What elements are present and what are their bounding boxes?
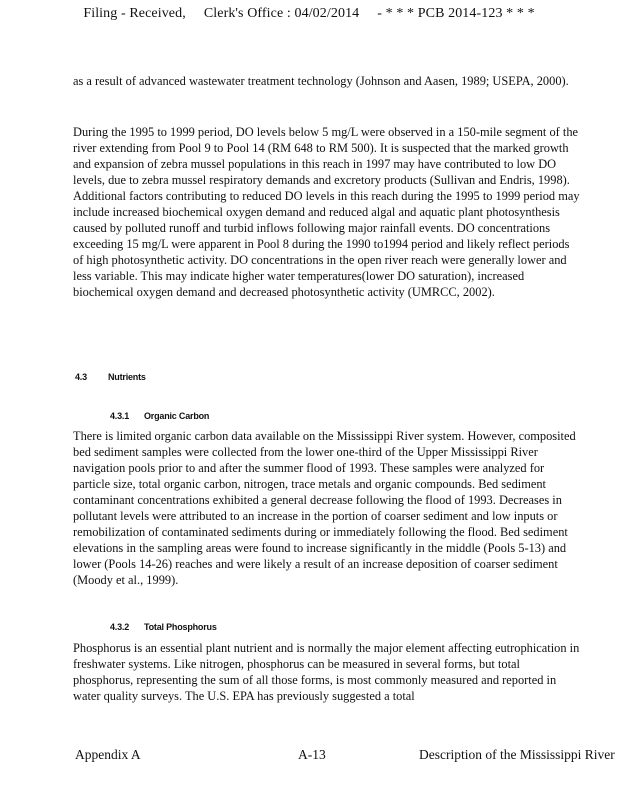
section-4-3-2-title: Total Phosphorus: [144, 622, 217, 632]
section-4-3-number: 4.3: [75, 372, 87, 382]
section-4-3-2-number: 4.3.2: [110, 622, 130, 632]
paragraph-wastewater: as a result of advanced wastewater treatment technology (Johnson and Aasen, 1989; USEPA, 2000).: [73, 74, 569, 88]
paragraph-organic-carbon: There is limited organic carbon data available on the Mississippi River system. However, composited bed sediment samples were collected from the lower one-third of the Upper Mississippi River navigation pools prior to and after the summer flood of 1993. These samples were analyzed for particle size, total organic carbon, nitrogen, trace metals and organic compounds. Bed sediment contaminant concentrations exhibited a general decrease following the flood of 1993. Decreases in pollutant levels were attributed to an increase in the portion of coarser sediment and low inputs or remobilization of contaminated sediments during or immediately following the flood. Bed sediment elevations in the sampling areas were found to increase significantly in the middle (Pools 5-13) and lower (Pools 14-26) reaches and were likely a result of an increase deposition of coarser sediment (Moody et al., 1999).: [73, 429, 576, 588]
section-4-3-1-number: 4.3.1: [110, 411, 130, 421]
footer-description: Description of the Mississippi River: [419, 747, 615, 762]
footer-appendix: Appendix A: [75, 747, 141, 762]
filing-header: [0, 6, 618, 22]
section-4-3-title: Nutrients: [108, 372, 146, 382]
paragraph-total-phosphorus: Phosphorus is an essential plant nutrient and is normally the major element affecting eutrophication in freshwater systems. Like nitrogen, phosphorus can be measured in several forms, but total phosphorus, representing the sum of all those forms, is most commonly measured and reported in water quality surveys. The U.S. EPA has previously suggested a total: [73, 641, 580, 704]
pcb-number: - * * * PCB 2014-123 * * *: [377, 6, 535, 21]
paragraph-do-levels: During the 1995 to 1999 period, DO levels below 5 mg/L were observed in a 150-mile segment of the river extending from Pool 9 to Pool 14 (RM 648 to RM 500). It is suspected that the marked growth and expansion of zebra mussel populations in this reach in 1997 may have contributed to low DO levels, due to zebra mussel respiratory demands and excretory products (Sullivan and Endris, 1998). Additional factors contributing to reduced DO levels in this reach during the 1995 to 1999 period may include increased biochemical oxygen demand and reduced algal and aquatic plant photosynthesis caused by polluted runoff and turbid inflows following major rainfall events. DO concentrations exceeding 15 mg/L were apparent in Pool 8 during the 1990 to1994 period and likely reflect periods of high photosynthetic activity. DO concentrations in the open river reach were generally lower and less variable. This may indicate higher water temperatures(lower DO saturation), increased biochemical oxygen demand and decreased photosynthetic activity (UMRCC, 2002).: [73, 125, 580, 300]
footer-page-number: A-13: [298, 747, 326, 762]
filing-received: Filing - Received,: [83, 6, 186, 21]
clerk-office-date: Clerk's Office : 04/02/2014: [203, 6, 360, 21]
section-4-3-1-title: Organic Carbon: [144, 411, 210, 421]
